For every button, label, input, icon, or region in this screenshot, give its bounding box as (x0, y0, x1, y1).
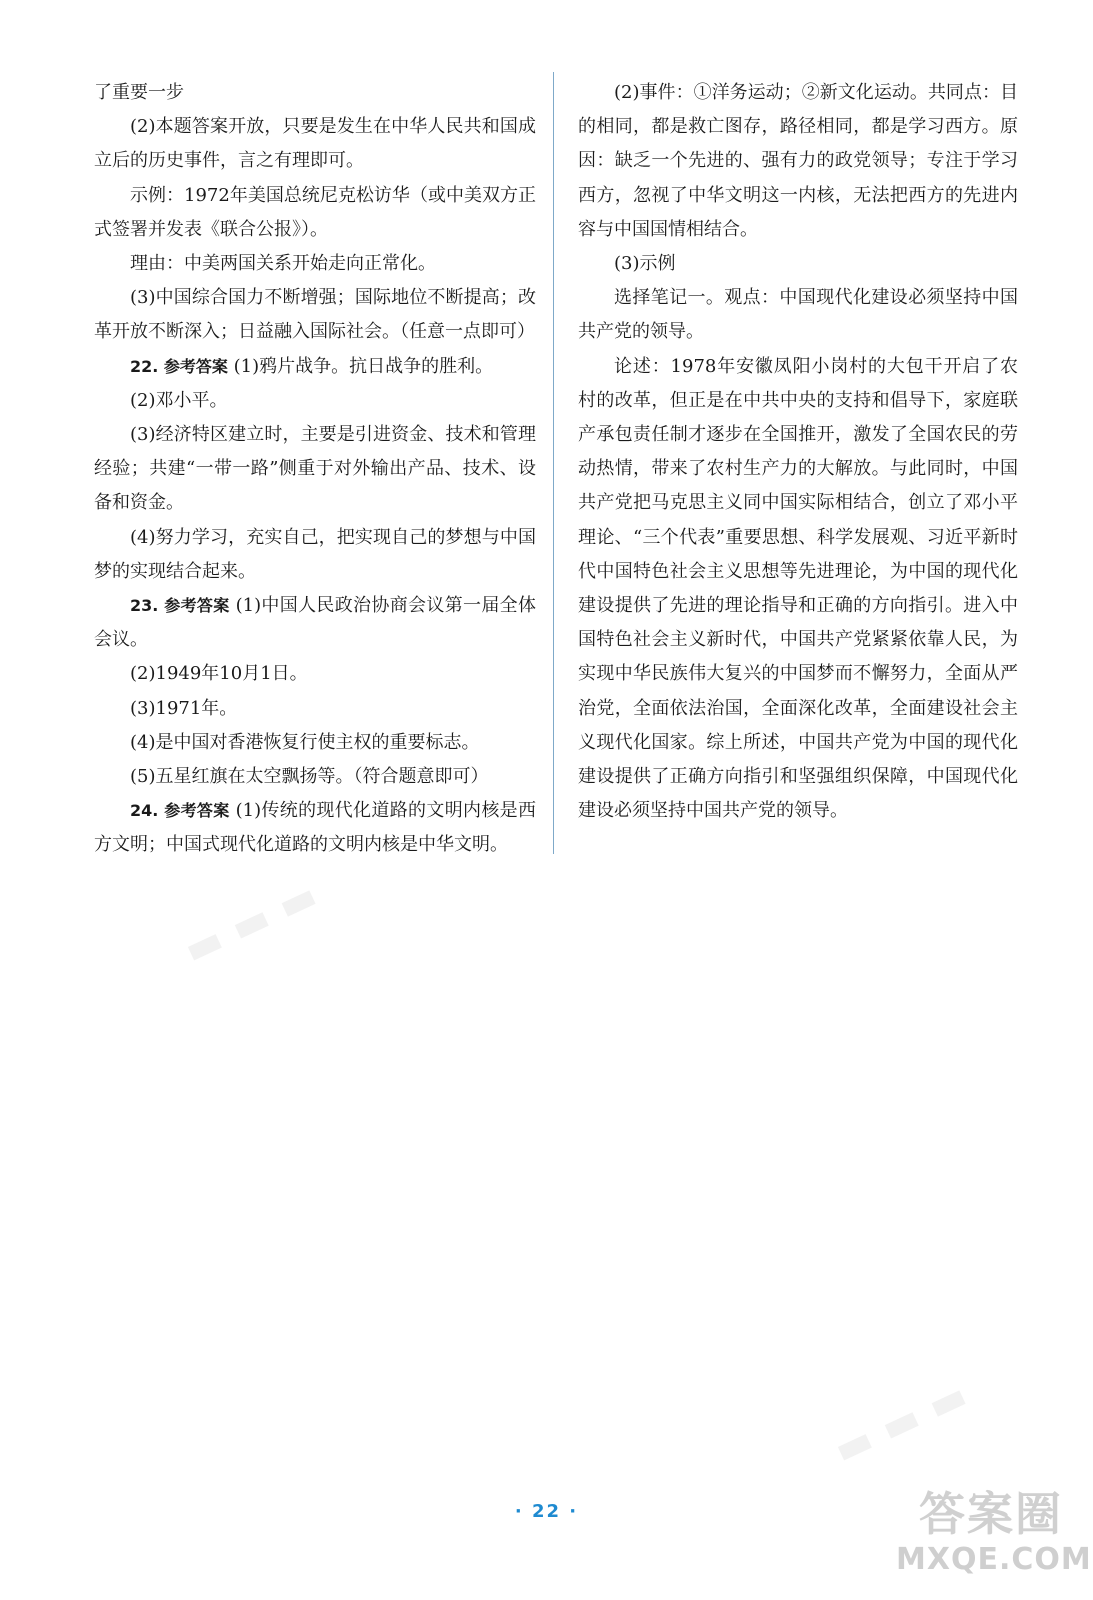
paragraph: (4)是中国对香港恢复行使主权的重要标志。 (130, 731, 480, 753)
paragraph: (2)事件：①洋务运动；②新文化运动。共同点：目的相同，都是救亡图存，路径相同，都是学习西方。原因：缺乏一个先进的、强有力的政党领导；专注于学习西方，忽视了中华文明这一内核，无法把西方的先进内容与中国国情相结合。 (578, 82, 1018, 240)
column-divider (553, 72, 554, 854)
paragraph: (3)1971年。 (130, 697, 238, 719)
paragraph: (2)邓小平。 (130, 389, 228, 411)
paragraph: 理由：中美两国关系开始走向正常化。 (130, 253, 436, 275)
left-column (94, 76, 536, 863)
paragraph: (2)本题答案开放，只要是发生在中华人民共和国成立后的历史事件，言之有理即可。 (94, 116, 536, 172)
paragraph: 示例：1972年美国总统尼克松访华（或中美双方正式签署并发表《联合公报》）。 (94, 184, 536, 240)
watermark-faint: ▬ ▬ ▬ (826, 1372, 975, 1474)
answer-label: 24. 参考答案 (130, 801, 230, 821)
answer-text: (1)鸦片战争。抗日战争的胜利。 (233, 355, 494, 377)
answer-24 (94, 794, 536, 862)
paragraph: (4)努力学习，充实自己，把实现自己的梦想与中国梦的实现结合起来。 (94, 526, 536, 582)
answer-text: (1)传统的现代化道路的文明内核是西方文明；中国式现代化道路的文明内核是中华文明。 (94, 800, 536, 856)
paragraph: 了重要一步 (94, 82, 184, 103)
watermark-logo (896, 1486, 1092, 1596)
answer-23 (94, 589, 536, 657)
answer-22 (94, 350, 536, 384)
paragraph: (3)经济特区建立时，主要是引进资金、技术和管理经验；共建“一带一路”侧重于对外输出产品、技术、设备和资金。 (94, 424, 536, 514)
paragraph: 论述：1978年安徽凤阳小岗村的大包干开启了农村的改革，但正是在中共中央的支持和倡导下，家庭联产承包责任制才逐步在全国推开，激发了全国农民的劳动热情，带来了农村生产力的大解放。与此同时，中国共产党把马克思主义同中国实际相结合，创立了邓小平理论、“三个代表”重要思想、科学发展观、习近平新时代中国特色社会主义思想等先进理论，为中国的现代化建设提供了先进的理论指导和正确的方向指引。进入中国特色社会主义新时代，中国共产党紧紧依靠人民，为实现中华民族伟大复兴的中国梦而不懈努力，全面从严治党，全面依法治国，全面深化改革，全面建设社会主义现代化国家。综上所述，中国共产党为中国的现代化建设提供了正确方向指引和坚强组织保障，中国现代化建设必须坚持中国共产党的领导。 (578, 355, 1018, 822)
answer-label: 22. 参考答案 (130, 356, 228, 376)
watermark-logo-url: MXQE.COM (896, 1542, 1092, 1577)
paragraph: (3)中国综合国力不断增强；国际地位不断提高；改革开放不断深入；日益融入国际社会。（任意一点即可） (94, 287, 536, 343)
answer-label: 23. 参考答案 (130, 596, 230, 616)
answer-text: (1)中国人民政治协商会议第一届全体会议。 (94, 595, 536, 651)
paragraph: (5)五星红旗在太空飘扬等。（符合题意即可） (130, 766, 489, 788)
watermark-logo-text: 答案圈 (919, 1487, 1063, 1541)
paragraph: (2)1949年10月1日。 (130, 663, 308, 685)
paragraph: 选择笔记一。观点：中国现代化建设必须坚持中国共产党的领导。 (578, 287, 1018, 343)
watermark-faint: ▬ ▬ ▬ (176, 872, 325, 974)
paragraph: (3)示例 (614, 253, 676, 275)
page-number: · 22 · (514, 1501, 579, 1522)
right-column (578, 76, 1018, 828)
